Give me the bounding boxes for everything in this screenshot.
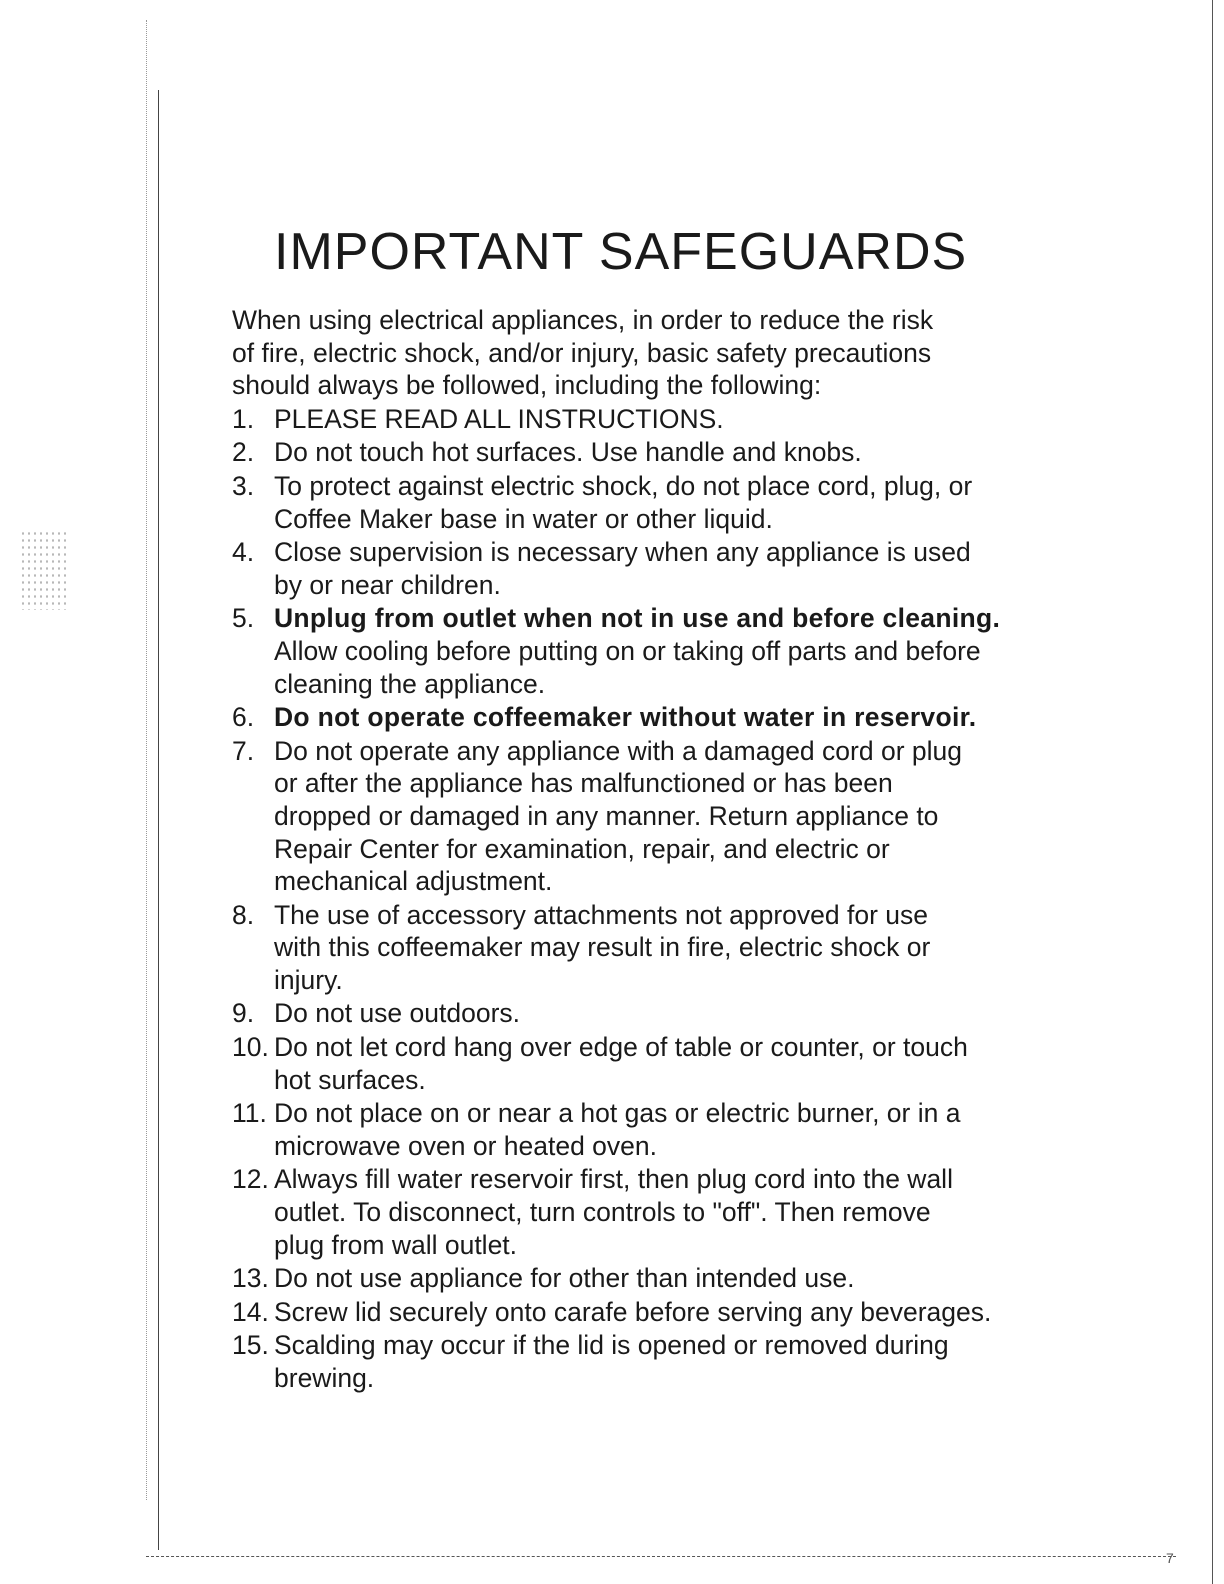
item-text: [274, 1163, 1152, 1261]
item-text: [274, 403, 1152, 436]
item-number: 9.: [232, 998, 255, 1029]
item-number: 12.: [232, 1164, 269, 1195]
item-number: 14.: [232, 1296, 269, 1327]
item-text: [274, 436, 1152, 469]
scan-edge-dotted: [146, 20, 147, 1500]
list-item: [232, 602, 1152, 700]
item-text: [274, 470, 1152, 535]
list-item: [232, 1329, 1152, 1394]
item-text: [274, 1097, 1152, 1162]
safeguards-body: [232, 304, 1152, 1395]
list-item: [232, 899, 1152, 997]
page-number: 7: [1166, 1550, 1174, 1566]
list-item: [232, 997, 1152, 1030]
list-item: [232, 701, 1152, 734]
list-item: [232, 1262, 1152, 1295]
intro-paragraph: When using electrical appliances, in order to reduce the risk of fire, electric shock, and/or injury, basic safety precautions should always be followed, including the following:: [232, 305, 934, 401]
item-bold-text: Do not operate coffeemaker without water in reservoir.: [274, 702, 977, 733]
item-body-text: To protect against electric shock, do not place cord, plug, or Coffee Maker base in water or other liquid.: [274, 470, 973, 534]
item-number: 7.: [232, 735, 255, 766]
item-body-text: Screw lid securely onto carafe before serving any beverages.: [274, 1296, 992, 1327]
list-item: [232, 436, 1152, 469]
list-item: [232, 1031, 1152, 1096]
item-body-text: Always fill water reservoir first, then plug cord into the wall outlet. To disconnect, turn controls to "off". Then remove plug from wall outlet.: [274, 1164, 953, 1260]
page-title: IMPORTANT SAFEGUARDS: [274, 223, 968, 281]
item-number: 3.: [232, 470, 255, 501]
item-text: [274, 701, 1152, 734]
item-number: 1.: [232, 403, 255, 434]
item-text: [274, 1296, 1152, 1329]
list-item: [232, 1163, 1152, 1261]
item-number: 4.: [232, 537, 255, 568]
scan-edge-right: [1212, 0, 1213, 1584]
item-body-text: The use of accessory attachments not approved for use with this coffeemaker may result in fire, electric shock or injury.: [274, 899, 931, 995]
item-number: 5.: [232, 603, 255, 634]
item-body-text: Do not use appliance for other than intended use.: [274, 1263, 855, 1294]
safeguard-list: [232, 403, 1152, 1395]
item-bold-text: Unplug from outlet when not in use and before cleaning.: [274, 603, 1001, 634]
item-text: [274, 536, 1152, 601]
item-body-text: Do not touch hot surfaces. Use handle and knobs.: [274, 437, 862, 468]
list-item: [232, 1296, 1152, 1329]
item-text: [274, 997, 1152, 1030]
list-item: [232, 735, 1152, 898]
item-body-text: Do not let cord hang over edge of table or counter, or touch hot surfaces.: [274, 1032, 968, 1095]
item-body-text: Do not use outdoors.: [274, 998, 521, 1029]
item-number: 15.: [232, 1330, 269, 1361]
list-item: [232, 536, 1152, 601]
item-number: 8.: [232, 899, 255, 930]
item-number: 2.: [232, 437, 255, 468]
item-text: [274, 899, 1152, 997]
list-item: [232, 403, 1152, 436]
scan-edge-bottom: [146, 1556, 1176, 1557]
item-text: [274, 1329, 1152, 1394]
list-item: [232, 1097, 1152, 1162]
item-body-text: Close supervision is necessary when any appliance is used by or near children.: [274, 537, 971, 600]
scan-edge-left: [158, 90, 159, 1550]
item-body-text: Do not operate any appliance with a damaged cord or plug or after the appliance has malfunctioned or has been dropped or damaged in any manner. Return appliance to Repair Center for examination, repair, and electric or mechanical adjustment.: [274, 735, 962, 897]
item-body-text: Do not place on or near a hot gas or electric burner, or in a microwave oven or heated oven.: [274, 1098, 961, 1161]
item-body-text: PLEASE READ ALL INSTRUCTIONS.: [274, 403, 724, 434]
item-body-text: Scalding may occur if the lid is opened or removed during brewing.: [274, 1330, 949, 1393]
item-text: [274, 602, 1152, 700]
list-item: [232, 470, 1152, 535]
item-number: 11.: [232, 1098, 267, 1129]
item-body-text: Allow cooling before putting on or taking off parts and before cleaning the appliance.: [274, 635, 981, 699]
scan-speckle: [20, 530, 70, 610]
item-number: 6.: [232, 702, 255, 733]
item-text: [274, 1262, 1152, 1295]
item-text: [274, 1031, 1152, 1096]
item-text: [274, 735, 1152, 898]
item-number: 10.: [232, 1032, 269, 1063]
item-number: 13.: [232, 1263, 269, 1294]
